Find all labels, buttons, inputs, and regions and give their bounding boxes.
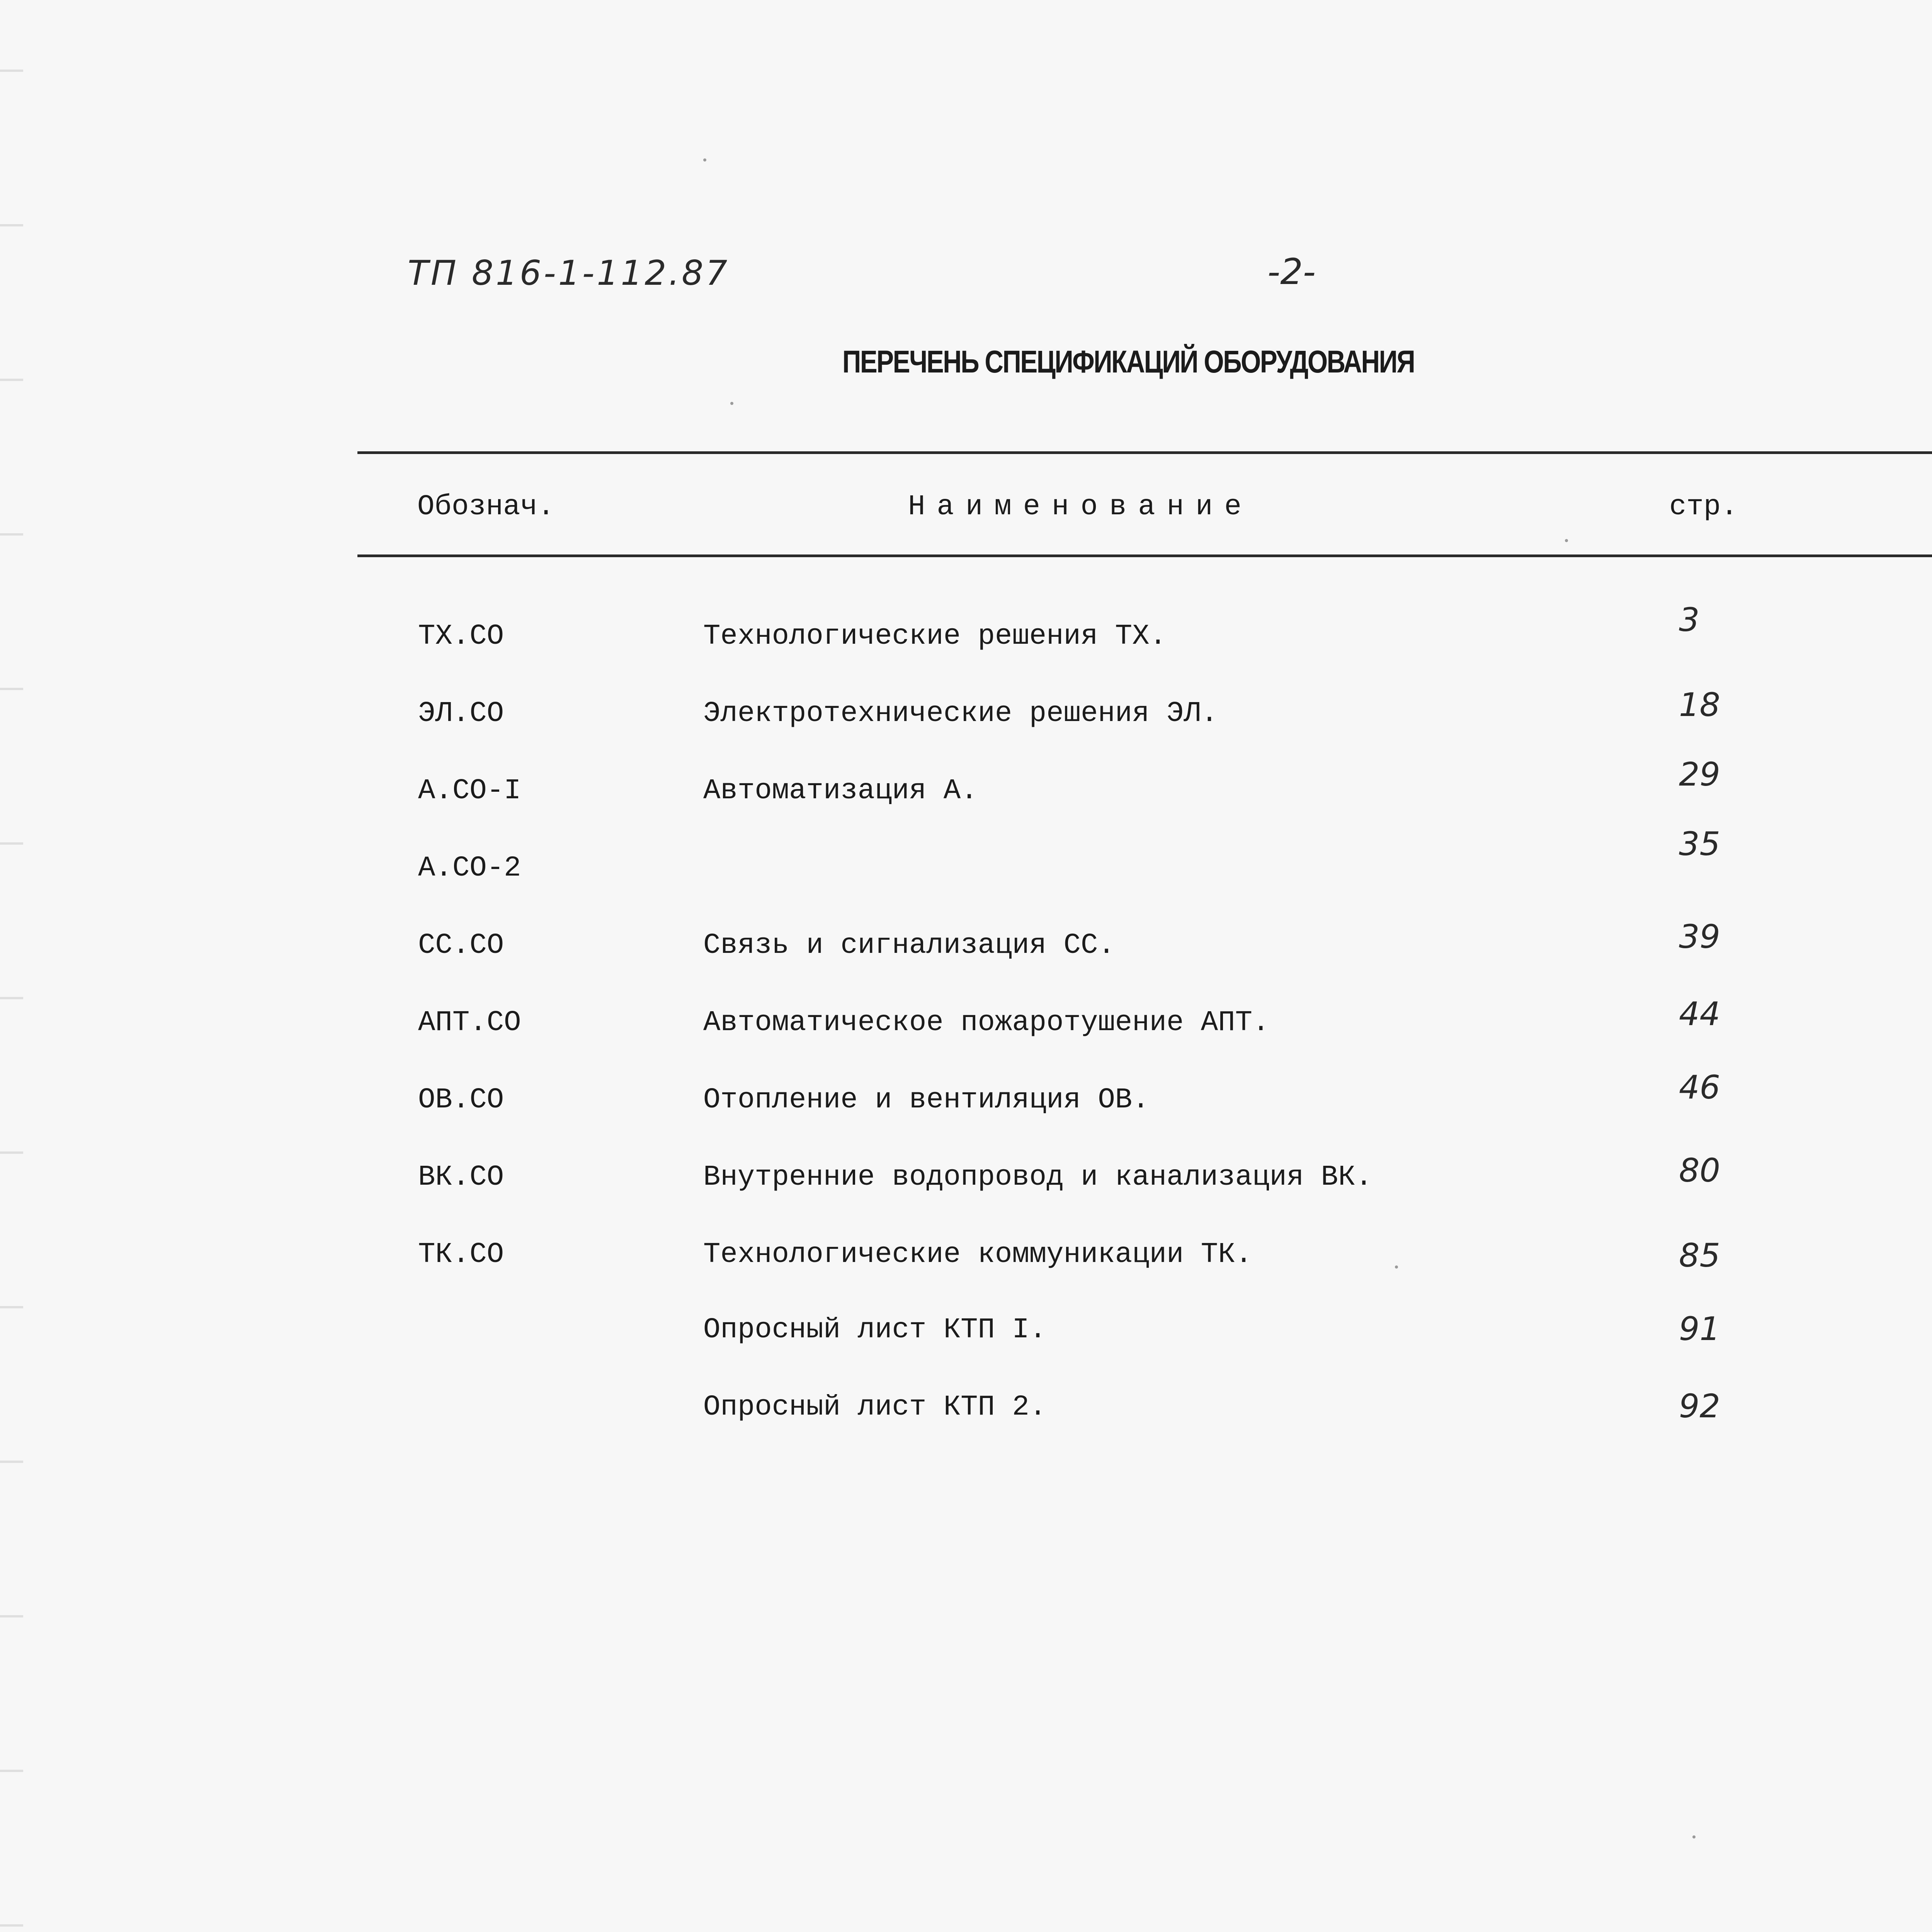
row-code: ТК.СО — [418, 1238, 504, 1271]
row-name: Автоматизация А. — [703, 775, 978, 807]
row-name: Опросный лист КТП 2. — [703, 1391, 1047, 1423]
row-code: ВК.СО — [418, 1161, 504, 1194]
row-code: СС.СО — [418, 929, 504, 962]
row-page: 35 — [1679, 825, 1720, 863]
column-header-name: Наименование — [908, 491, 1253, 523]
column-header-code: Обознач. — [417, 491, 555, 523]
row-code: ТХ.СО — [418, 620, 504, 653]
table-header-rule — [357, 554, 1932, 557]
row-name: Отопление и вентиляция ОВ. — [703, 1084, 1150, 1116]
table-top-rule — [357, 451, 1932, 454]
row-name: Технологические решения ТХ. — [703, 620, 1167, 653]
page-title: ПЕРЕЧЕНЬ СПЕЦИФИКАЦИЙ ОБОРУДОВАНИЯ — [842, 344, 1415, 379]
scan-speck — [1565, 539, 1568, 542]
row-page: 46 — [1679, 1068, 1720, 1106]
row-code: ОВ.СО — [418, 1084, 504, 1116]
row-page: 39 — [1679, 918, 1720, 956]
row-code: А.СО-I — [418, 775, 521, 807]
row-name: Связь и сигнализация СС. — [703, 929, 1115, 962]
row-name: Автоматическое пожаротушение АПТ. — [703, 1007, 1270, 1039]
row-page: 92 — [1679, 1387, 1720, 1425]
document-code: ТП 816-1-112.87 — [408, 253, 730, 293]
row-name: Опросный лист КТП I. — [703, 1314, 1047, 1346]
row-code: А.СО-2 — [418, 852, 521, 884]
scan-speck — [1395, 1265, 1398, 1269]
row-page: 3 — [1679, 601, 1700, 639]
row-name: Электротехнические решения ЭЛ. — [703, 697, 1218, 730]
row-code: АПТ.СО — [418, 1007, 521, 1039]
row-name: Технологические коммуникации ТК. — [703, 1238, 1253, 1271]
row-page: 18 — [1679, 686, 1720, 724]
page-number: -2- — [1267, 251, 1316, 293]
row-page: 85 — [1679, 1236, 1720, 1274]
row-page: 91 — [1679, 1310, 1720, 1348]
column-header-page: стр. — [1669, 491, 1738, 523]
row-name: Внутренние водопровод и канализация ВК. — [703, 1161, 1372, 1194]
row-page: 44 — [1679, 995, 1720, 1033]
scan-speck — [703, 158, 706, 162]
row-page: 29 — [1679, 755, 1720, 793]
row-code: ЭЛ.СО — [418, 697, 504, 730]
scan-edge-marks — [0, 0, 23, 1932]
row-page: 80 — [1679, 1151, 1720, 1189]
scan-speck — [730, 402, 733, 405]
scan-speck — [1692, 1835, 1696, 1838]
